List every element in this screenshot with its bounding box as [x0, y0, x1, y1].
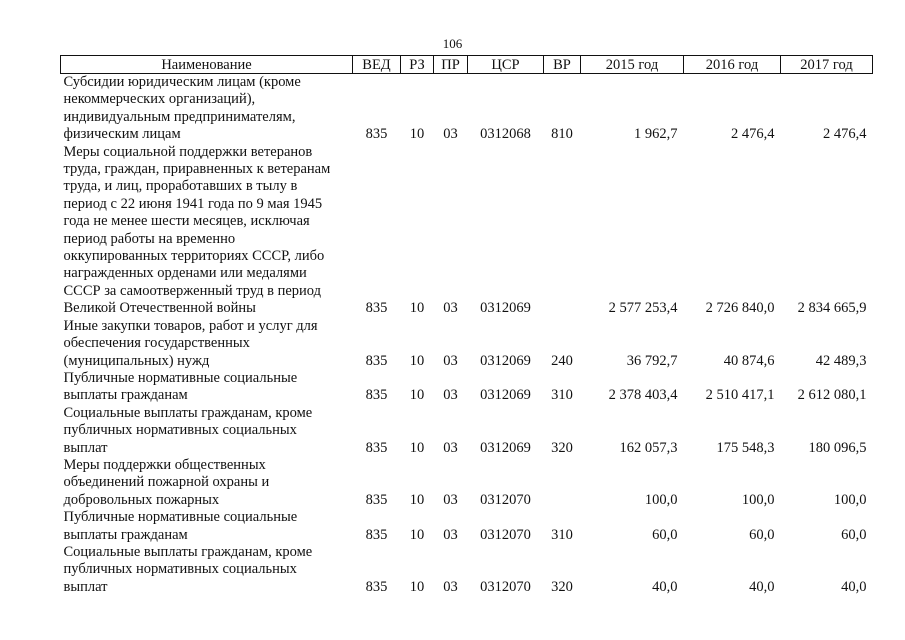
- header-2015: 2015 год: [581, 56, 684, 74]
- name-line: публичных нормативных социальных: [63, 422, 297, 439]
- name-line: период с 22 июня 1941 года по 9 мая 1945: [63, 195, 323, 212]
- cell-2015: 100,0: [644, 491, 678, 508]
- cell-2015: 40,0: [652, 578, 678, 595]
- cell-2016: 2 726 840,0: [705, 300, 775, 317]
- cell-2016: 2 476,4: [731, 126, 775, 143]
- cell-csr: 0312069: [480, 387, 531, 404]
- cell-2016: 175 548,3: [716, 439, 775, 456]
- cell-rz: 10: [409, 439, 425, 456]
- name-line: Меры поддержки общественных: [63, 456, 266, 473]
- cell-2017: 60,0: [841, 526, 867, 543]
- header-2016: 2016 год: [684, 56, 781, 74]
- name-line: добровольных пожарных: [63, 491, 220, 508]
- cell-pr: 03: [443, 491, 458, 508]
- cell-vr: 810: [551, 126, 573, 143]
- cell-name: [61, 457, 353, 509]
- cell-name: [61, 318, 353, 370]
- cell-rz: 10: [409, 300, 425, 317]
- name-line: Социальные выплаты гражданам, кроме: [63, 543, 313, 560]
- cell-pr: 03: [443, 126, 458, 143]
- cell-pr: 03: [443, 578, 458, 595]
- name-line: награжденных орденами или медалями: [63, 265, 307, 282]
- header-vr: ВР: [544, 56, 581, 74]
- cell-vr: [544, 457, 581, 509]
- cell-pr: 03: [443, 352, 458, 369]
- cell-rz: 10: [409, 491, 425, 508]
- table-row: [61, 544, 873, 596]
- table-row: [61, 370, 873, 405]
- cell-pr: 03: [443, 526, 458, 543]
- name-line: некоммерческих организаций),: [63, 91, 256, 108]
- cell-pr: 03: [443, 439, 458, 456]
- name-line: Субсидии юридическим лицам (кроме: [63, 74, 301, 90]
- cell-2017: 42 489,3: [815, 352, 867, 369]
- cell-rz: 10: [409, 578, 425, 595]
- table-header-row: [61, 56, 873, 74]
- cell-name: [61, 144, 353, 318]
- cell-name: [61, 74, 353, 144]
- header-name: Наименование: [61, 56, 353, 74]
- cell-2017: 40,0: [841, 578, 867, 595]
- table-row: [61, 318, 873, 370]
- cell-2017: 180 096,5: [808, 439, 867, 456]
- cell-2016: 40 874,6: [723, 352, 775, 369]
- table-row: [61, 457, 873, 509]
- table-row: [61, 509, 873, 544]
- cell-rz: 10: [409, 387, 425, 404]
- table-body: [61, 74, 873, 597]
- name-line: труда, граждан, приравненных к ветеранам: [63, 161, 331, 178]
- cell-vr: [544, 144, 581, 318]
- cell-ved: 835: [365, 300, 388, 317]
- cell-csr: 0312069: [480, 352, 531, 369]
- cell-pr: 03: [443, 300, 458, 317]
- cell-2015: 162 057,3: [619, 439, 678, 456]
- cell-ved: 835: [365, 387, 388, 404]
- budget-table: [60, 55, 873, 596]
- cell-2016: 100,0: [741, 491, 775, 508]
- name-line: Публичные нормативные социальные: [63, 509, 298, 526]
- cell-vr: 240: [551, 352, 573, 369]
- cell-vr: 320: [551, 578, 573, 595]
- header-rz: РЗ: [401, 56, 434, 74]
- header-2017: 2017 год: [781, 56, 873, 74]
- cell-name: [61, 370, 353, 405]
- name-line: Публичные нормативные социальные: [63, 369, 298, 386]
- cell-ved: 835: [365, 491, 388, 508]
- name-line: Социальные выплаты гражданам, кроме: [63, 404, 313, 421]
- header-csr: ЦСР: [468, 56, 544, 74]
- cell-name: [61, 509, 353, 544]
- name-line: индивидуальным предпринимателям,: [63, 108, 296, 125]
- cell-2017: 2 612 080,1: [797, 387, 867, 404]
- name-line: труда, и лиц, проработавших в тылу в: [63, 178, 298, 195]
- header-ved: ВЕД: [353, 56, 401, 74]
- cell-csr: 0312070: [480, 526, 531, 543]
- name-line: Иные закупки товаров, работ и услуг для: [63, 317, 318, 334]
- cell-rz: 10: [409, 526, 425, 543]
- name-line: объединений пожарной охраны и: [63, 474, 270, 491]
- cell-2017: 100,0: [833, 491, 867, 508]
- table-row: [61, 144, 873, 318]
- name-line: выплаты гражданам: [63, 526, 188, 543]
- cell-csr: 0312070: [480, 578, 531, 595]
- cell-rz: 10: [409, 352, 425, 369]
- cell-vr: 310: [551, 526, 573, 543]
- name-line: обеспечения государственных: [63, 335, 250, 352]
- cell-2016: 2 510 417,1: [705, 387, 775, 404]
- cell-csr: 0312068: [480, 126, 531, 143]
- name-line: публичных нормативных социальных: [63, 561, 297, 578]
- table-row: [61, 405, 873, 457]
- cell-ved: 835: [365, 126, 388, 143]
- name-line: выплат: [63, 578, 108, 595]
- cell-2015: 60,0: [652, 526, 678, 543]
- cell-2015: 1 962,7: [634, 126, 678, 143]
- name-line: Великой Отечественной войны: [63, 300, 256, 317]
- cell-ved: 835: [365, 352, 388, 369]
- cell-vr: 310: [551, 387, 573, 404]
- name-line: оккупированных территориях СССР, либо: [63, 248, 325, 265]
- cell-2017: 2 476,4: [823, 126, 867, 143]
- cell-name: [61, 544, 353, 596]
- cell-2015: 2 378 403,4: [608, 387, 678, 404]
- cell-csr: 0312069: [480, 300, 531, 317]
- name-line: выплат: [63, 439, 108, 456]
- cell-name: [61, 405, 353, 457]
- cell-csr: 0312069: [480, 439, 531, 456]
- table-row: [61, 74, 873, 144]
- cell-ved: 835: [365, 439, 388, 456]
- name-line: физическим лицам: [63, 126, 181, 143]
- cell-csr: 0312070: [480, 491, 531, 508]
- name-line: (муниципальных) нужд: [63, 352, 210, 369]
- cell-2016: 40,0: [749, 578, 775, 595]
- page-number: 106: [442, 36, 463, 51]
- cell-rz: 10: [409, 126, 425, 143]
- cell-2016: 60,0: [749, 526, 775, 543]
- name-line: Меры социальной поддержки ветеранов: [63, 143, 313, 160]
- name-line: выплаты гражданам: [63, 387, 188, 404]
- cell-2015: 2 577 253,4: [608, 300, 678, 317]
- cell-ved: 835: [365, 526, 388, 543]
- cell-pr: 03: [443, 387, 458, 404]
- cell-2015: 36 792,7: [626, 352, 678, 369]
- name-line: года не менее шести месяцев, исключая: [63, 213, 310, 230]
- name-line: СССР за самоотверженный труд в период: [63, 282, 322, 299]
- cell-vr: 320: [551, 439, 573, 456]
- header-pr: ПР: [434, 56, 468, 74]
- name-line: период работы на временно: [63, 230, 236, 247]
- cell-ved: 835: [365, 578, 388, 595]
- cell-2017: 2 834 665,9: [797, 300, 867, 317]
